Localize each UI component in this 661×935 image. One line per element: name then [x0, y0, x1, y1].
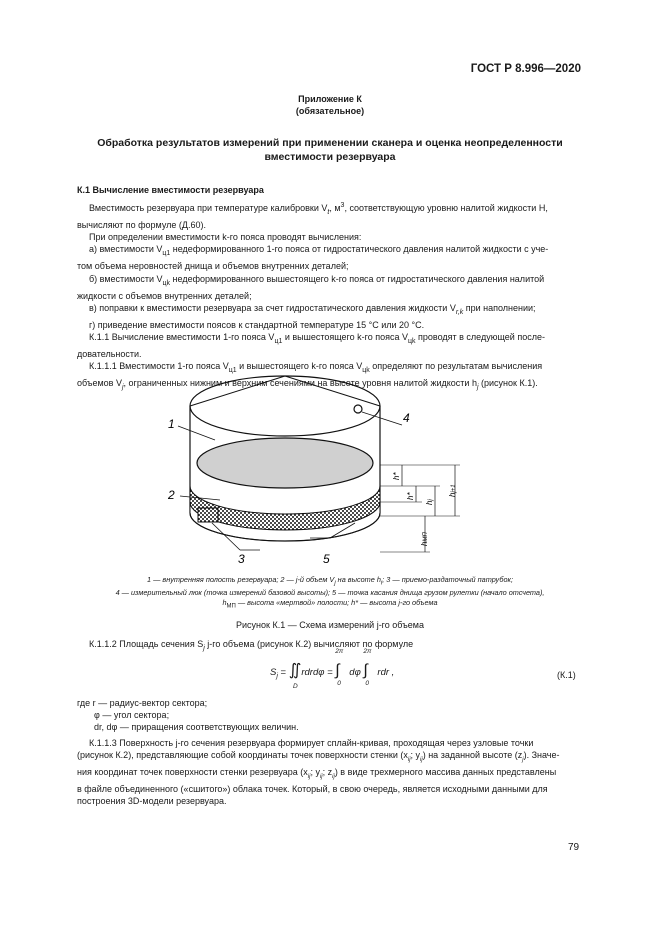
paragraph-5: в) поправки к вместимости резервуара за счет гидростатического давления жидкости $V_{r,k}$ при наполнении;: [89, 302, 536, 316]
dim-label-hj: hj: [425, 499, 434, 505]
paragraph-4: б) вместимости $V_{цk}$ недеформированного вышестоящего k-го пояса от гидростатического давления налитой: [89, 273, 545, 287]
dim-label-hj1: hj+1: [448, 484, 457, 497]
formula-int1: rdrdφ =: [301, 667, 336, 678]
paragraph-4-cont: жидкости с объемов внутренних деталей;: [77, 290, 252, 301]
page-number: 79: [568, 842, 580, 853]
appendix-title: Приложение К: [298, 94, 362, 104]
upper-limit-r: 2π: [363, 648, 372, 655]
formula-eq: =: [277, 667, 289, 678]
k113-line5: построения 3D-модели резервуара.: [77, 796, 227, 807]
tank-top-ellipse: [190, 376, 380, 436]
double-integral-sign: ∬: [288, 662, 302, 679]
paragraph-1: Вместимость резервуара при температуре калибровки $V_t$, $м^3$, соответствующую уровню налитой жидкости H,: [89, 202, 548, 216]
formula-lhs: S: [270, 667, 277, 678]
paragraph-k113: [77, 737, 582, 808]
k113-line4: в файле объединенного («сшитого») облака точек. Который, в свою очередь, является исходными данными для: [77, 784, 548, 795]
paragraph-6: г) приведение вместимости поясов к стандартной температуре 15 °С или 20 °С.: [89, 319, 425, 330]
liquid-surface: [197, 438, 373, 488]
integral-r: 2π ∫ 0: [363, 648, 372, 687]
dim-label-hj-star: h*: [406, 492, 415, 500]
paragraph-2: При определении вместимости k-го пояса проводят вычисления:: [89, 232, 362, 243]
paragraph-k112: [77, 638, 582, 655]
measuring-hatch-icon: [354, 405, 362, 413]
dim-label-h-star: h*: [392, 472, 401, 480]
formula-number: (К.1): [557, 670, 576, 680]
document-title: [70, 136, 590, 164]
fig-label-2: 2: [168, 488, 175, 502]
leader-4: [362, 412, 402, 425]
paragraph-7: К.1.1 Вычисление вместимости 1-го пояса $V_{ц1}$ и вышестоящего k-го пояса $V_{цk}$ проводят в следующей после-: [89, 332, 545, 345]
formula-int3: rdr ,: [377, 667, 395, 678]
formula-domain-D: D: [293, 683, 298, 690]
fig-label-3: 3: [238, 552, 245, 566]
paragraph-3-cont: том объема неровностей днища и объемов внутренних деталей;: [77, 261, 349, 272]
formula-int2: dφ: [349, 667, 361, 678]
where-2: φ — угол сектора;: [94, 710, 170, 721]
appendix-note: (обязательное): [295, 106, 365, 116]
fig-label-1: 1: [168, 417, 175, 431]
paragraph-8: К.1.1.1 Вместимости 1-го пояса $V_{ц1}$ и вышестоящего k-го пояса $V_{цk}$ определяют по результатам вычисления: [89, 361, 543, 375]
figure-caption: [60, 575, 600, 612]
k113-line3: ния координат точек поверхности стенки резервуара ($x_{ij}$; $y_{ij}$; $z_{ij}$) в виде трехмерного массива данных представлены: [77, 767, 557, 780]
fig-label-5: 5: [323, 552, 330, 566]
fig-label-4: 4: [403, 411, 410, 425]
where-block: [77, 697, 582, 734]
k113-line1: К.1.1.3 Поверхность j-го сечения резервуара формирует сплайн-кривая, проходящая через узловые точки: [89, 738, 534, 748]
figure-title: Рисунок К.1 — Схема измерений j-го объема: [236, 620, 424, 630]
integral-phi: 2π ∫ 0: [335, 648, 344, 687]
upper-limit-phi: 2π: [335, 648, 344, 655]
standard-header: ГОСТ Р 8.996—2020: [470, 63, 581, 75]
lower-limit-r: 0: [365, 680, 370, 687]
k113-line2: (рисунок К.2), представляющие собой координаты точек поверхности стенки ($x_{ij}$; $y_{ij}$) на заданной высоте $(z_j)$. Значе-: [77, 750, 560, 763]
paragraph-1-cont: вычисляют по формуле (Д.60).: [77, 220, 207, 230]
where-1: где r — радиус-вектор сектора;: [77, 698, 208, 708]
paragraph-8-cont: объемов $V_j$, ограниченных нижним и верхним сечениями на высоте уровня налитой жидкости $h_j$ (рисунок К.1).: [77, 378, 538, 392]
tank-diagram: [140, 368, 480, 573]
lower-limit-phi: 0: [337, 680, 341, 687]
figure-caption-line2: 4 — измерительный люк (точка измерений базовой высоты); 5 — точка касания днища грузом рулетки (начало отсчета),: [115, 588, 545, 598]
figure-caption-line3: $h_{МП}$ — высота «мертвой» полости; h* — высота j-го объема: [222, 598, 438, 610]
where-3: dr, dφ — приращения соответствующих величин.: [94, 722, 299, 733]
section-k1-heading: К.1 Вычисление вместимости резервуара: [77, 185, 264, 195]
figure-caption-line1: 1 — внутренняя полость резервуара; 2 — j-й объем $V_j$ на высоте $h_i$; 3 — приемо-раздаточный патрубок;: [147, 575, 513, 587]
document-title-line1: Обработка результатов измерений при применении сканера и оценка неопределенности: [97, 137, 563, 149]
body-text-block: [77, 200, 582, 394]
paragraph-7-cont: довательности.: [77, 349, 142, 360]
formula-lhs-sub: j: [276, 672, 278, 680]
dim-label-hmp: hМП: [420, 532, 429, 546]
paragraph-3: а) вместимости $V_{ц1}$ недеформированного 1-го пояса от гидростатического давления налитой жидкости с уче-: [89, 244, 549, 258]
formula-k1: [270, 648, 395, 687]
paragraph-k112-text: К.1.1.2 Площадь сечения $S_j$ j-го объема (рисунок К.2) вычисляют по формуле: [89, 639, 414, 652]
leader-1: [178, 426, 215, 440]
nozzle: [198, 508, 218, 522]
document-title-line2: вместимости резервуара: [264, 151, 396, 163]
